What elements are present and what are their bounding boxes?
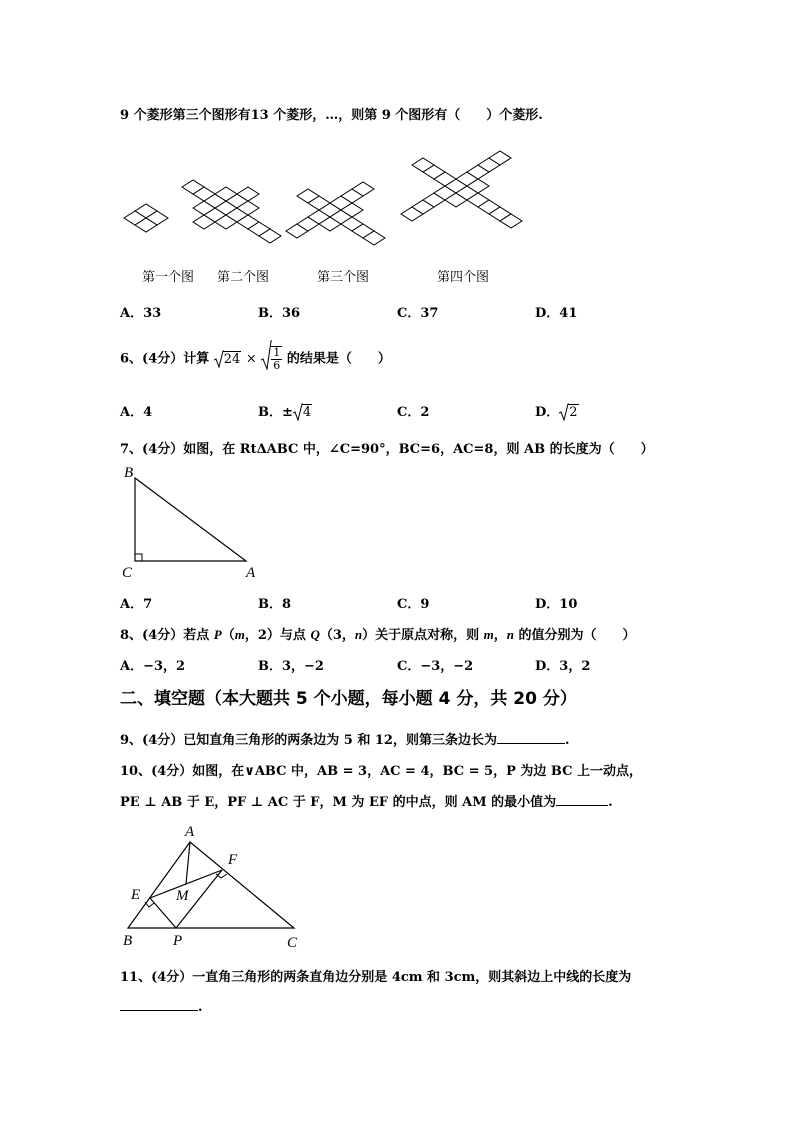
q6-stem — [120, 346, 391, 372]
label-e-q10: E — [131, 887, 141, 903]
q6-option-d-sqrt: 2 — [559, 405, 578, 420]
q7-right-triangle-figure — [118, 460, 268, 585]
q7-option-b: B．8 — [258, 597, 292, 612]
q11-answer-line: . — [120, 998, 203, 1015]
q5-option-d: D．41 — [535, 306, 578, 321]
q6-frac-den: 6 — [273, 359, 281, 372]
q6-sqrt-24: 24 — [214, 352, 242, 367]
q6-option-d: D． 2 — [535, 405, 578, 420]
segment-am — [186, 842, 190, 884]
q6-option-b: B．± 4 — [258, 405, 312, 420]
segment-pe — [150, 898, 176, 928]
label-m-q10: M — [176, 888, 189, 904]
q9-stem: 9、(4分）已知直角三角形的两条边为 5 和 12，则第三条边长为 . — [120, 733, 570, 748]
figure-caption-3: 第三个图 — [317, 270, 370, 285]
label-f-q10: F — [228, 852, 238, 868]
q10-answer-blank[interactable] — [556, 793, 608, 806]
q5-stem: 9 个菱形第三个图形有13 个菱形，…，则第 9 个图形有（ ）个菱形. — [120, 108, 543, 123]
q7-option-c: C．9 — [397, 597, 430, 612]
figure-caption-2: 第二个图 — [217, 270, 270, 285]
label-b: B — [124, 465, 134, 481]
q10-triangle-figure — [118, 818, 318, 953]
q8-option-a: A．−3，2 — [120, 659, 186, 674]
q6-option-b-sqrt: 4 — [293, 405, 312, 420]
q5-option-c: C．37 — [397, 306, 439, 321]
q6-suffix: 的结果是（ ） — [286, 351, 391, 367]
q6-option-a: A．4 — [120, 405, 153, 420]
q6-prefix: 6、(4分）计算 — [120, 351, 210, 367]
label-a-q10: A — [185, 824, 195, 840]
figure-caption-1: 第一个图 — [142, 270, 195, 285]
section-2-heading: 二、填空题（本大题共 5 个小题，每小题 4 分，共 20 分） — [120, 689, 577, 709]
q11-answer-blank[interactable] — [120, 998, 198, 1011]
label-a: A — [246, 565, 256, 581]
q8-option-b: B．3，−2 — [258, 659, 324, 674]
q6-frac-num: 1 — [273, 346, 281, 359]
q6-sqrt-frac — [261, 346, 282, 372]
triangle-abc-q10 — [128, 842, 294, 928]
q10-line-1: 10、(4分）如图，在∨ABC 中，AB = 3，AC = 4，BC = 5，P 为边 BC 上一动点， — [120, 764, 643, 779]
label-b-q10: B — [123, 933, 133, 949]
q9-answer-blank[interactable] — [497, 731, 565, 744]
q8-option-c: C．−3，−2 — [397, 659, 474, 674]
q6-times: × — [245, 351, 257, 367]
label-c: C — [122, 565, 133, 581]
q7-option-d: D．10 — [535, 597, 578, 612]
q5-option-a: A．33 — [120, 306, 162, 321]
q8-stem: 8、(4分）若点 P（m，2）与点 Q（3，n）关于原点对称，则 m，n 的值分别为（ ） — [120, 627, 636, 643]
figure-caption-4: 第四个图 — [437, 270, 490, 285]
label-p-q10: P — [173, 933, 183, 949]
rhombus-pattern-figures — [118, 138, 538, 250]
triangle-abc — [135, 478, 246, 561]
q8-option-d: D．3，2 — [535, 659, 591, 674]
right-angle-mark-c — [135, 554, 142, 561]
q10-line-2: PE ⊥ AB 于 E，PF ⊥ AC 于 F，M 为 EF 的中点，则 AM 的最小值为 . — [120, 795, 613, 810]
q11-stem: 11、(4分）一直角三角形的两条直角边分别是 4cm 和 3cm，则其斜边上中线的长度为 — [120, 970, 632, 985]
q5-option-b: B．36 — [258, 306, 301, 321]
label-c-q10: C — [287, 935, 298, 951]
q7-option-a: A．7 — [120, 597, 153, 612]
q7-stem: 7、(4分）如图，在 RtΔABC 中，∠C=90°，BC=6，AC=8，则 AB 的长度为（ ） — [120, 442, 654, 457]
q6-option-c: C．2 — [397, 405, 430, 420]
